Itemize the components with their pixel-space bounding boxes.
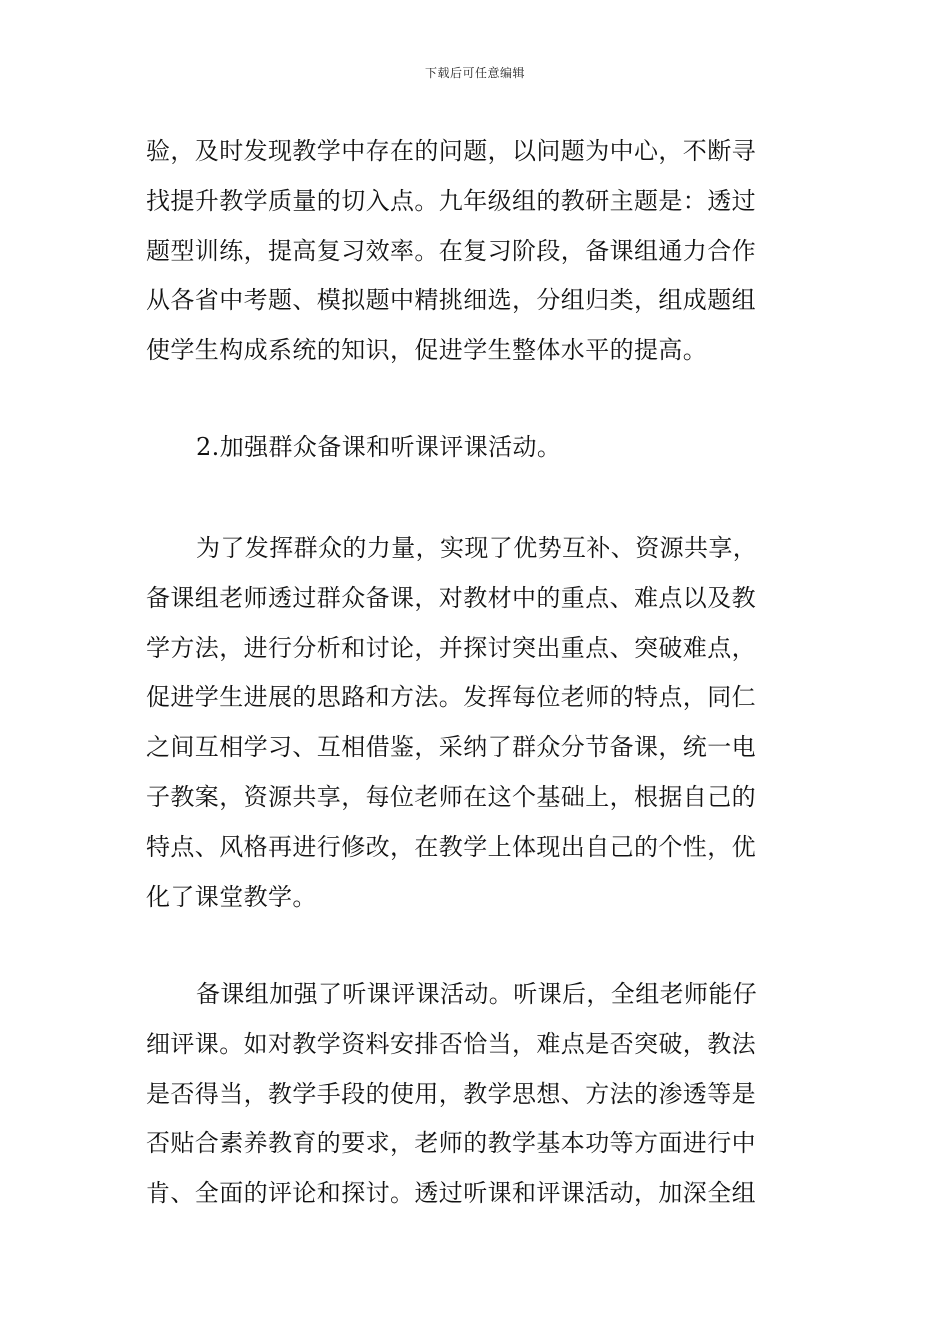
text-line: 为了发挥群众的力量，实现了优势互补、资源共享， xyxy=(196,534,758,562)
text-line: 之间互相学习、互相借鉴，采纳了群众分节备课，统一电 xyxy=(146,733,756,762)
page-header-note: 下载后可任意编辑 xyxy=(424,66,525,80)
heading-line: 2.加强群众备课和听课评课活动。 xyxy=(196,433,562,461)
text-line: 促进学生进展的思路和方法。发挥每位老师的特点，同仁 xyxy=(146,683,756,712)
text-line: 使学生构成系统的知识，促进学生整体水平的提高。 xyxy=(146,336,708,365)
paragraph-3 xyxy=(146,524,810,922)
section-heading xyxy=(146,423,810,473)
text-line: 找提升教学质量的切入点。九年级组的教研主题是：透过 xyxy=(146,186,756,215)
paragraph-4 xyxy=(146,970,810,1219)
text-line: 特点、风格再进行修改，在教学上体现出自己的个性，优 xyxy=(146,832,756,861)
paragraph-1 xyxy=(146,127,810,376)
text-line: 是否得当，教学手段的使用，教学思想、方法的渗透等是 xyxy=(146,1079,756,1108)
text-line: 学方法，进行分析和讨论，并探讨突出重点、突破难点， xyxy=(146,633,756,662)
text-line: 验，及时发现教学中存在的问题，以问题为中心，不断寻 xyxy=(146,137,756,165)
text-line: 从各省中考题、模拟题中精挑细选，分组归类，组成题组 xyxy=(146,286,756,315)
text-line: 题型训练，提高复习效率。在复习阶段，备课组通力合作 xyxy=(146,236,756,265)
text-line: 肯、全面的评论和探讨。透过听课和评课活动，加深全组 xyxy=(146,1179,756,1208)
text-line: 备课组加强了听课评课活动。听课后，全组老师能仔 xyxy=(196,980,758,1008)
text-line: 化了课堂教学。 xyxy=(146,882,317,911)
text-line: 否贴合素养教育的要求，老师的教学基本功等方面进行中 xyxy=(146,1129,756,1158)
text-line: 子教案，资源共享，每位老师在这个基础上，根据自己的 xyxy=(146,782,756,811)
text-line: 细评课。如对教学资料安排否恰当，难点是否突破，教法 xyxy=(146,1029,756,1058)
text-line: 备课组老师透过群众备课，对教材中的重点、难点以及教 xyxy=(146,583,756,612)
